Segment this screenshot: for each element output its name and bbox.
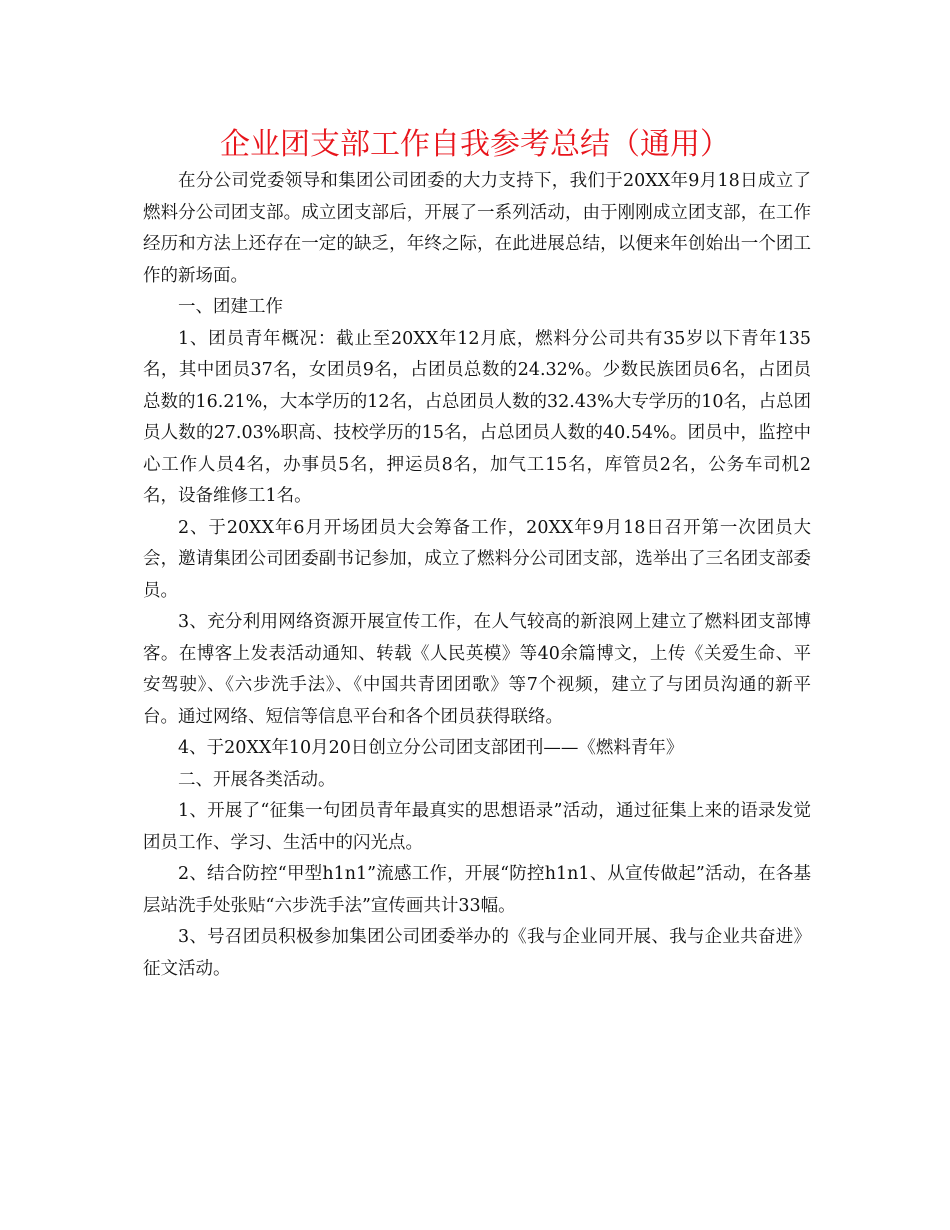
paragraph-online-publicity: 3、充分利用网络资源开展宣传工作，在人气较高的新浪网上建立了燃料团支部博客。在博客上发表活动通知、转载《人民英模》等40余篇博文，上传《关爱生命、平安驾驶》、《六步洗手法》、《中国共青团团歌》等7个视频，建立了与团员沟通的新平台。通过网络、短信等信息平台和各个团员获得联络。 <box>143 612 811 727</box>
document-body <box>143 166 811 985</box>
paragraph-team-journal: 4、于20XX年10月20日创立分公司团支部团刊——《燃料青年》 <box>178 738 684 758</box>
section-heading-activities: 二、开展各类活动。 <box>178 769 336 790</box>
paragraph-activity-quotes: 1、开展了“征集一句团员青年最真实的思想语录”活动，通过征集上来的语录发觉团员工作、学习、生活中的闪光点。 <box>143 801 811 853</box>
paragraph-activity-h1n1: 2、结合防控“甲型h1n1”流感工作，开展“防控h1n1、从宣传做起”活动，在各基层站洗手处张贴“六步洗手法”宣传画共计33幅。 <box>143 864 811 916</box>
document-title: 企业团支部工作自我参考总结（通用） <box>220 127 730 162</box>
paragraph-first-meeting: 2、于20XX年6月开场团员大会筹备工作，20XX年9月18日召开第一次团员大会，邀请集团公司团委副书记参加，成立了燃料分公司团支部，选举出了三名团支部委员。 <box>143 517 811 601</box>
paragraph-member-overview: 1、团员青年概况：截止至20XX年12月底，燃料分公司共有35岁以下青年135名，其中团员37名，女团员9名，占团员总数的24.32%。少数民族团员6名，占团员总数的16.21%，大本学历的12名，占总团员人数的32.43%大专学历的10名，占总团员人数的27.03%职高、技校学历的15名，占总团员人数的40.54%。团员中，监控中心工作人员4名，办事员5名，押运员8名，加气工15名，库管员2名，公务车司机2名，设备维修工1名。 <box>143 328 811 506</box>
section-heading-team-building: 一、团建工作 <box>178 297 283 317</box>
paragraph-activity-essay: 3、号召团员积极参加集团公司团委举办的《我与企业同开展、我与企业共奋进》征文活动。 <box>143 927 811 979</box>
paragraph-intro: 在分公司党委领导和集团公司团委的大力支持下，我们于20XX年9月18日成立了燃料分公司团支部。成立团支部后，开展了一系列活动，由于刚刚成立团支部，在工作经历和方法上还存在一定的缺乏，年终之际，在此进展总结，以便来年创始出一个团工作的新场面。 <box>143 171 811 286</box>
